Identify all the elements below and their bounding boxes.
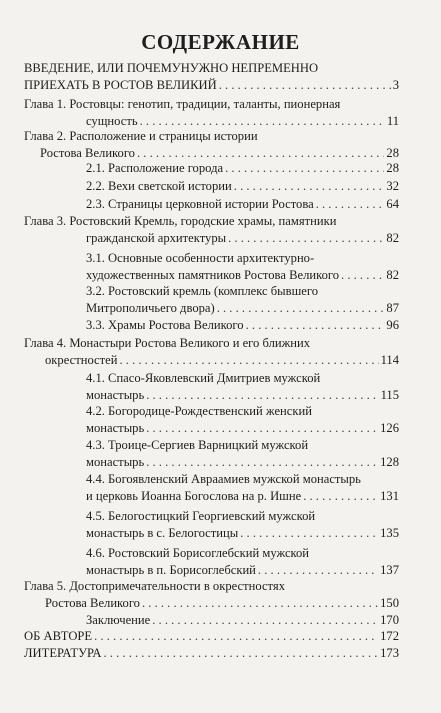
dot-leader: [303, 488, 378, 505]
toc-entry-line: [0, 230, 399, 247]
toc-entry-line: [0, 595, 399, 612]
toc-entry[interactable]: [0, 508, 399, 542]
toc-entry-text: сущность: [86, 114, 138, 128]
toc-entry-text: окрестностей: [45, 353, 118, 367]
toc-page-number: 96: [386, 318, 399, 332]
toc-entry-line: [0, 612, 399, 629]
toc-entry[interactable]: [0, 96, 399, 130]
toc-page-number: 150: [380, 596, 399, 610]
toc-page-number: 32: [386, 179, 399, 193]
toc-entry-text: ОБ АВТОРЕ: [24, 629, 93, 643]
toc-entry-text: художественных памятников Ростова Великого: [86, 268, 340, 282]
toc-entry-line: [0, 545, 399, 562]
toc-entry-text: Ростова Великого: [45, 596, 140, 610]
dot-leader: [217, 300, 385, 317]
toc-entry-line: [0, 387, 399, 404]
toc-page-number: 114: [380, 353, 399, 367]
toc-entry-text: Глава 5. Достопримечательности в окрестностях: [24, 579, 285, 593]
toc-entry-line: [0, 335, 399, 352]
toc-entry[interactable]: [0, 645, 399, 662]
toc-entry-text: гражданской архитектуры: [86, 231, 227, 245]
toc-entry-text: и церковь Иоанна Богослова на р. Ишне: [86, 489, 302, 503]
dot-leader: [240, 525, 378, 542]
dot-leader: [258, 562, 378, 579]
toc-page-number: 131: [380, 489, 399, 503]
dot-leader: [228, 230, 384, 247]
toc-entry[interactable]: [0, 250, 399, 284]
toc-entry[interactable]: [0, 128, 399, 162]
toc-entry-line: [0, 160, 399, 177]
toc-page-number: 137: [380, 563, 399, 577]
toc-entry-line: [0, 77, 399, 94]
toc-entry-text: монастырь: [86, 421, 145, 435]
toc-entry-line: [0, 317, 399, 334]
toc-entry-line: [0, 488, 399, 505]
toc-entry[interactable]: [0, 545, 399, 579]
toc-entry-text: 4.6. Ростовский Борисоглебский мужской: [86, 546, 310, 560]
toc-entry[interactable]: [0, 403, 399, 437]
dot-leader: [146, 420, 378, 437]
toc-entry-text: 4.4. Богоявленский Авраамиев мужской монастырь: [86, 472, 361, 486]
toc-page-number: 28: [386, 161, 399, 175]
toc-entry-line: [0, 213, 399, 230]
toc-entry[interactable]: [0, 317, 399, 334]
toc-entry-text: 4.3. Троице-Сергиев Варницкий мужской: [86, 438, 309, 452]
toc-entry-line: [0, 300, 399, 317]
toc-entry-text: 3.3. Храмы Ростова Великого: [86, 318, 244, 332]
toc-entry-line: [0, 283, 399, 300]
dot-leader: [94, 628, 378, 645]
toc-entry-text: 2.2. Вехи светской истории: [86, 179, 232, 193]
toc-entry-line: [0, 508, 399, 525]
toc-entry[interactable]: [0, 471, 399, 505]
toc-entry-text: Глава 4. Монастыри Ростова Великого и его ближних: [24, 336, 311, 350]
toc-page-number: 173: [380, 646, 399, 660]
toc-entry-text: 4.2. Богородице-Рождественский женский: [86, 404, 312, 418]
toc-entry-text: Заключение: [86, 613, 151, 627]
toc-entry-line: [0, 370, 399, 387]
dot-leader: [246, 317, 385, 334]
toc-page-number: 87: [386, 301, 399, 315]
dot-leader: [142, 595, 378, 612]
toc-entry-line: [0, 60, 399, 77]
toc-page-number: 135: [380, 526, 399, 540]
dot-leader: [316, 196, 385, 213]
toc-page-number: 11: [386, 114, 399, 128]
toc-entry-line: [0, 250, 399, 267]
toc-entry-text: 2.1. Расположение города: [86, 161, 224, 175]
toc-entry-text: ВВЕДЕНИЕ, ИЛИ ПОЧЕМУНУЖНО НЕПРЕМЕННО: [24, 61, 319, 75]
toc-entry-text: 4.5. Белогостицкий Георгиевский мужской: [86, 509, 316, 523]
toc-entry-text: ЛИТЕРАТУРА: [24, 646, 102, 660]
toc-entry-line: [0, 471, 399, 488]
toc-entry-line: [0, 437, 399, 454]
toc-page-number: 64: [386, 197, 399, 211]
toc-entry-text: 3.1. Основные особенности архитектурно-: [86, 251, 315, 265]
toc-page-number: 115: [380, 388, 399, 402]
dot-leader: [219, 77, 391, 94]
toc-entry-text: Глава 1. Ростовцы: генотип, традиции, таланты, пионерная: [24, 97, 341, 111]
toc-entry-text: Глава 2. Расположение и страницы истории: [24, 129, 258, 143]
toc-entry-line: [0, 420, 399, 437]
toc-entry[interactable]: [0, 213, 399, 247]
toc-entry[interactable]: [0, 437, 399, 471]
toc-entry[interactable]: [0, 178, 399, 195]
toc-entry[interactable]: [0, 612, 399, 629]
toc-entry-text: 2.3. Страницы церковной истории Ростова: [86, 197, 314, 211]
toc-entry[interactable]: [0, 160, 399, 177]
toc-entry[interactable]: [0, 335, 399, 369]
dot-leader: [146, 454, 378, 471]
toc-entry-line: [0, 562, 399, 579]
toc-entry-line: [0, 267, 399, 284]
dot-leader: [104, 645, 379, 662]
toc-entry[interactable]: [0, 370, 399, 404]
toc-entry[interactable]: [0, 196, 399, 213]
toc-entry-line: [0, 628, 399, 645]
toc-entry-text: монастырь в с. Белогостицы: [86, 526, 239, 540]
toc-page-number: 170: [380, 613, 399, 627]
toc-entry-text: 4.1. Спасо-Яковлевский Дмитриев мужской: [86, 371, 321, 385]
toc-entry-text: монастырь: [86, 388, 145, 402]
toc-page-number: 28: [386, 146, 399, 160]
toc-entry-text: 3.2. Ростовский кремль (комплекс бывшего: [86, 284, 319, 298]
toc-entry[interactable]: [0, 60, 399, 94]
toc-entry-line: [0, 454, 399, 471]
page-title: СОДЕРЖАНИЕ: [141, 30, 300, 54]
toc-page-number: 82: [386, 268, 399, 282]
toc-entry-line: [0, 403, 399, 420]
toc-entry[interactable]: [0, 628, 399, 645]
toc-page-number: 82: [386, 231, 399, 245]
toc-entry-text: ПРИЕХАТЬ В РОСТОВ ВЕЛИКИЙ: [24, 78, 217, 92]
toc-page-number: 126: [380, 421, 399, 435]
dot-leader: [152, 612, 378, 629]
toc-entry-line: [0, 525, 399, 542]
toc-entry-line: [0, 178, 399, 195]
dot-leader: [234, 178, 385, 195]
toc-entry-text: Ростова Великого: [40, 146, 135, 160]
toc-entry-text: Митрополичьего двора): [86, 301, 215, 315]
dot-leader: [146, 387, 378, 404]
toc-entry[interactable]: [0, 283, 399, 317]
dot-leader: [119, 352, 378, 369]
toc-entry-line: [0, 196, 399, 213]
dot-leader: [225, 160, 384, 177]
toc-entry-text: Глава 3. Ростовский Кремль, городские храмы, памятники: [24, 214, 337, 228]
dot-leader: [341, 267, 384, 284]
toc-page-number: 128: [380, 455, 399, 469]
toc-entry-line: [0, 352, 399, 369]
toc-entry-line: [0, 128, 399, 145]
toc-page-number: 172: [380, 629, 399, 643]
toc-entry[interactable]: [0, 578, 399, 612]
toc-entry-text: монастырь в п. Борисоглебский: [86, 563, 256, 577]
toc-entry-line: [0, 96, 399, 113]
toc-entry-line: [0, 645, 399, 662]
toc-entry-line: [0, 578, 399, 595]
toc-entry-text: монастырь: [86, 455, 145, 469]
toc-page-number: 3: [392, 78, 399, 92]
